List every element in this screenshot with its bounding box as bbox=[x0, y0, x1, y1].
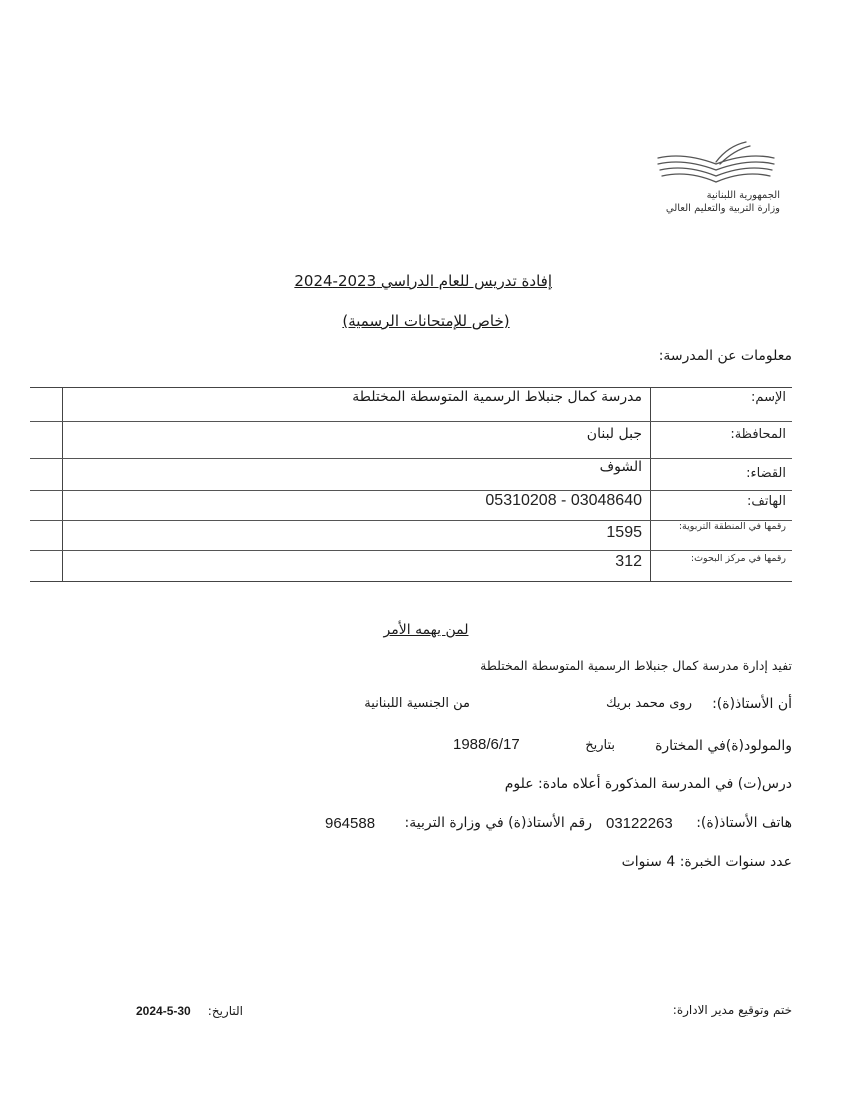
research-center-number-value: 312 bbox=[615, 553, 642, 570]
birth-date: 1988/6/17 bbox=[453, 736, 520, 753]
ministry-number-label: رقم الأستاذ(ة) في وزارة التربية: bbox=[404, 815, 592, 831]
nationality: من الجنسية اللبنانية bbox=[364, 696, 470, 711]
subject-line: درس(ت) في المدرسة المذكورة أعلاه مادة: علوم bbox=[504, 776, 792, 792]
intro-line: تفيد إدارة مدرسة كمال جنبلاط الرسمية المتوسطة المختلطة bbox=[480, 658, 792, 673]
teacher-phone-label: هاتف الأستاذ(ة): bbox=[696, 815, 792, 831]
school-name-value: مدرسة كمال جنبلاط الرسمية المتوسطة المختلطة bbox=[352, 389, 642, 405]
section-heading: معلومات عن المدرسة: bbox=[658, 348, 792, 364]
experience-line: عدد سنوات الخبرة: 4 سنوات bbox=[621, 854, 792, 870]
row-label: المحافظة: bbox=[730, 427, 786, 442]
page-title: إفادة تدريس للعام الدراسي 2023-2024 bbox=[294, 272, 552, 290]
teacher-phone: 03122263 bbox=[606, 815, 673, 832]
date-label: التاريخ: bbox=[207, 1004, 243, 1018]
ministry-name: وزارة التربية والتعليم العالي bbox=[665, 203, 780, 214]
table-row bbox=[30, 421, 792, 459]
table-row bbox=[30, 458, 792, 491]
teacher-prefix: أن الأستاذ(ة): bbox=[712, 696, 792, 712]
birth-date-label: بتاريخ bbox=[585, 738, 615, 753]
signature-label: ختم وتوقيع مدير الادارة: bbox=[672, 1003, 792, 1017]
to-whom-heading: لمن يهمه الأمر bbox=[383, 622, 469, 638]
birth-place: والمولود(ة)في المختارة bbox=[655, 738, 792, 754]
row-label: رقمها في مركز البحوث: bbox=[690, 553, 786, 564]
table-row bbox=[30, 520, 792, 551]
school-info-table bbox=[30, 387, 792, 582]
governorate-value: جبل لبنان bbox=[586, 426, 642, 442]
region-number-value: 1595 bbox=[606, 524, 642, 541]
row-label: الإسم: bbox=[751, 390, 786, 405]
republic-name: الجمهورية اللبنانية bbox=[706, 190, 780, 201]
district-value: الشوف bbox=[599, 459, 642, 475]
row-label: القضاء: bbox=[746, 466, 786, 481]
row-label: الهاتف: bbox=[747, 494, 786, 509]
page-subtitle: (خاص للإمتحانات الرسمية) bbox=[342, 312, 510, 330]
ministry-logo-icon bbox=[654, 140, 778, 188]
table-row bbox=[30, 388, 792, 422]
table-row bbox=[30, 490, 792, 521]
row-label: رقمها في المنطقة التربوية: bbox=[678, 521, 786, 532]
teacher-name: روى محمد بريك bbox=[605, 696, 692, 711]
phone-value: 05310208 - 03048640 bbox=[485, 492, 642, 509]
ministry-number: 964588 bbox=[325, 815, 376, 832]
table-row bbox=[30, 550, 792, 581]
date-value: 2024-5-30 bbox=[136, 1004, 191, 1018]
